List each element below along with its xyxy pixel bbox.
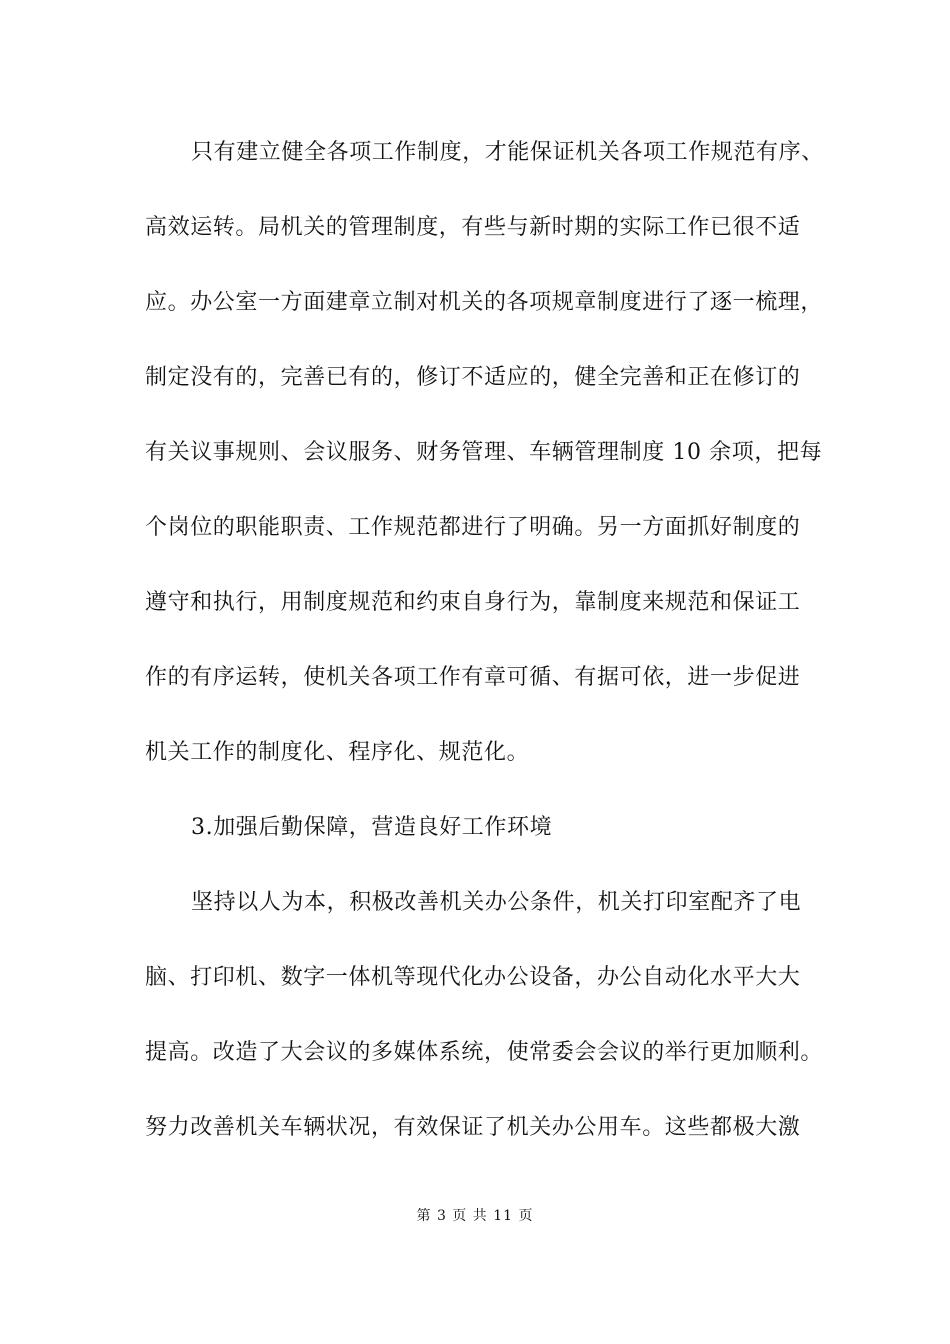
paragraph-line: 机关工作的制度化、程序化、规范化。	[145, 740, 530, 765]
paragraph-line: 作的有序运转，使机关各项工作有章可循、有据可依，进一步促进	[145, 665, 801, 690]
paragraph-line: 只有建立健全各项工作制度，才能保证机关各项工作规范有序、	[191, 140, 824, 165]
page-number-label: 第 3 页 共 11 页	[416, 1208, 534, 1224]
paragraph-line: 制定没有的，完善已有的，修订不适应的，健全完善和正在修订的	[145, 365, 801, 390]
section-heading: 3.加强后勤保障，营造良好工作环境	[191, 815, 553, 840]
paragraph-line: 高效运转。局机关的管理制度，有些与新时期的实际工作已很不适	[145, 215, 801, 240]
paragraph-line: 个岗位的职能职责、工作规范都进行了明确。另一方面抓好制度的	[145, 515, 801, 540]
paragraph-line: 提高。改造了大会议的多媒体系统，使常委会会议的举行更加顺利。	[145, 1040, 824, 1065]
paragraph-line: 有关议事规则、会议服务、财务管理、车辆管理制度 10 余项，把每	[145, 440, 823, 465]
paragraph-line: 遵守和执行，用制度规范和约束自身行为，靠制度来规范和保证工	[145, 590, 801, 615]
paragraph-line: 脑、打印机、数字一体机等现代化办公设备，办公自动化水平大大	[145, 965, 801, 990]
page-footer	[0, 1205, 950, 1225]
paragraph-line: 应。办公室一方面建章立制对机关的各项规章制度进行了逐一梳理，	[145, 290, 824, 315]
document-body	[145, 134, 835, 1184]
paragraph-line: 努力改善机关车辆状况，有效保证了机关办公用车。这些都极大激	[145, 1115, 801, 1140]
paragraph-line: 坚持以人为本，积极改善机关办公条件，机关打印室配齐了电	[191, 890, 802, 915]
